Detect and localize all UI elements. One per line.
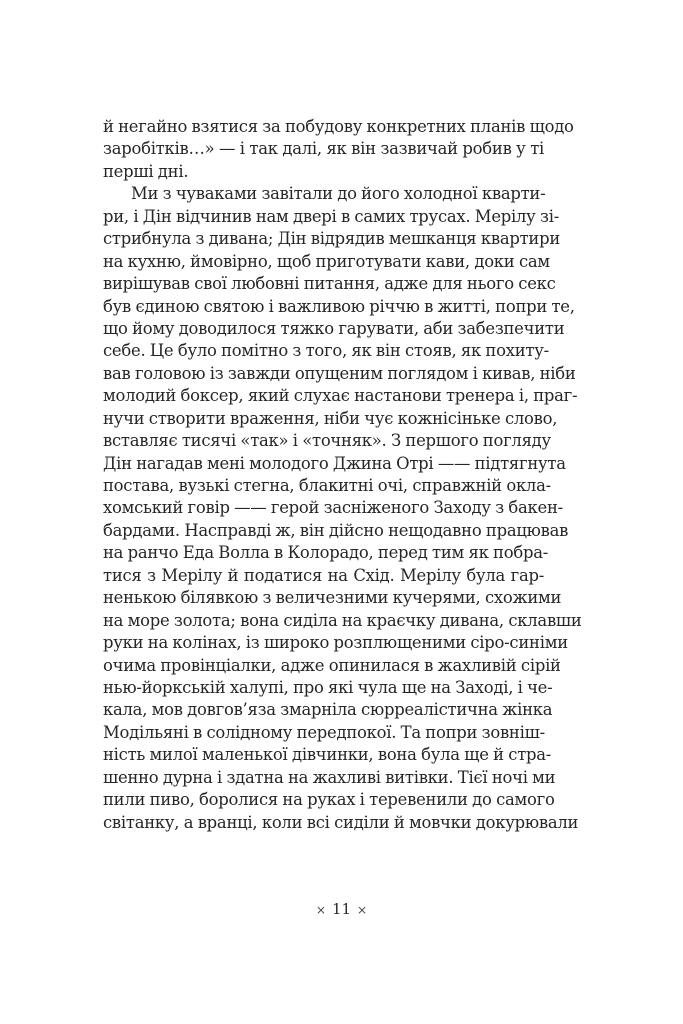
text-line: заробітків…» — і так далі, як він зазвичай робив у ті — [103, 139, 544, 159]
text-line: був єдиною святою і важливою річчю в житті, попри те, — [103, 296, 575, 316]
ornament-icon: × — [315, 903, 326, 917]
text-line — [103, 834, 544, 856]
text-line: пили пиво, боролися на руках і теревенили до самого — [103, 790, 555, 810]
text-line: на море золота; вона сиділа на краєчку дивана, склавши — [103, 610, 582, 630]
text-line: ненькою білявкою з величезними кучерями, схожими — [103, 588, 562, 608]
text-line: стрибнула з дивана; Дін відрядив мешканця квартири — [103, 229, 561, 249]
text-line: тися з Мерілу й податися на Схід. Мерілу була гар- — [103, 565, 544, 585]
text-line: вав головою із завжди опущеним поглядом і кивав, ніби — [103, 363, 576, 383]
text-line: на ранчо Еда Волла в Колорадо, перед тим як побра- — [103, 543, 549, 563]
text-line: Дін нагадав мені молодого Джина Отрі —— підтягнута — [103, 453, 566, 473]
text-line: нучи створити враження, ніби чує кожнісіньке слово, — [103, 408, 558, 428]
text-line: молодий боксер, який слухає настанови тренера і, праг- — [103, 386, 578, 406]
text-line: світанку, а вранці, коли всі сиділи й мовчки докурювали — [103, 812, 579, 832]
text-line: на кухню, ймовірно, щоб приготувати кави, доки сам — [103, 251, 550, 271]
text-line: й негайно взятися за побудову конкретних планів щодо — [103, 117, 574, 136]
text-line: ність милої маленької дівчинки, вона була ще й стра- — [103, 745, 552, 765]
ornament-icon: × — [357, 903, 368, 917]
page-footer — [0, 900, 683, 918]
text-line: шенно дурна і здатна на жахливі витівки. Тієї ночі ми — [103, 767, 556, 787]
text-line: Модільяні в солідному передпокої. Та попри зовніш- — [103, 722, 545, 742]
text-line: вставляє тисячі «так» і «точняк». З першого погляду — [103, 431, 551, 451]
text-line: нью-йоркській халупі, про які чула ще на Заході, і че- — [103, 677, 553, 697]
text-line: вирішував свої любовні питання, адже для нього секс — [103, 274, 556, 294]
text-line: себе. Це було помітно з того, як він стояв, як похиту- — [103, 341, 549, 361]
text-line: що йому доводилося тяжко гарувати, аби забезпечити — [103, 318, 565, 338]
text-line: руки на колінах, із широко розплющеними сіро-синіми — [103, 633, 568, 653]
text-line: хомський говір —— герой засніженого Заходу з бакен- — [103, 498, 563, 518]
text-line: перші дні. — [103, 161, 189, 181]
page-number: 11 — [331, 900, 352, 918]
body-text — [103, 116, 582, 856]
text-line: Ми з чуваками завітали до його холодної кварти- — [131, 184, 546, 204]
text-line: очима провінціалки, адже опинилася в жахливій сірій — [103, 655, 561, 675]
text-line: постава, вузькі стегна, блакитні очі, справжній окла- — [103, 476, 551, 495]
text-line: бардами. Насправді ж, він дійсно нещодавно працював — [103, 520, 569, 540]
text-line: кала, мов довгов’яза змарніла сюрреалістична жінка — [103, 700, 553, 720]
text-line: ри, і Дін відчинив нам двері в самих трусах. Мерілу зі- — [103, 206, 560, 226]
